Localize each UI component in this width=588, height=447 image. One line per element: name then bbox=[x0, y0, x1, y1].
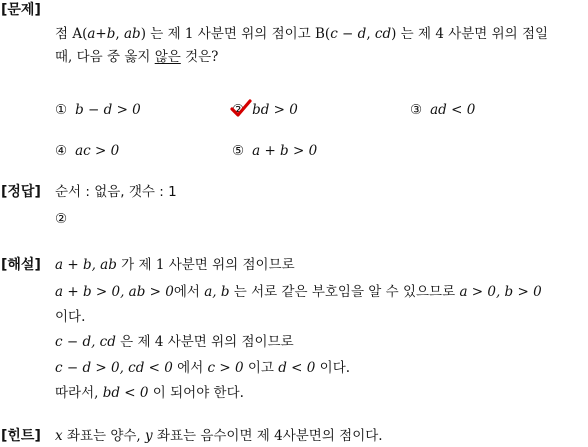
question-line-2 bbox=[55, 47, 218, 67]
math-expression: a > 0, b > 0 bbox=[459, 284, 542, 300]
option-number: ④ bbox=[55, 143, 68, 159]
math-expression: c − d > 0, cd < 0 bbox=[55, 360, 173, 376]
math-expression: a, b bbox=[204, 284, 230, 300]
explanation-text: 가 제 1 사분면 위의 점이므로 bbox=[116, 257, 295, 273]
math-var: b bbox=[106, 26, 116, 42]
explanation-text: 이다. bbox=[315, 360, 351, 376]
question-text: ) 는 제 4 사분면 위의 점일 bbox=[391, 26, 549, 42]
question-text: 점 A( bbox=[55, 26, 88, 42]
explanation-text: 은 제 4 사분면 위의 점이므로 bbox=[115, 334, 294, 350]
option-expression: bd > 0 bbox=[252, 102, 298, 118]
question-text: ) 는 제 1 사분면 위의 점이고 B( bbox=[140, 26, 331, 42]
math-sep: , bbox=[366, 26, 375, 42]
question-label: [문제] bbox=[1, 2, 41, 18]
explanation-text: 에서 bbox=[172, 360, 208, 376]
math-var: a bbox=[87, 26, 96, 42]
option-number: ⑤ bbox=[232, 143, 245, 159]
hint-text bbox=[55, 426, 383, 446]
answer-order-count: 순서 : 없음, 갯수 : 1 bbox=[55, 184, 177, 200]
math-expression: c − d, cd bbox=[55, 334, 116, 350]
option-expression: a + b > 0 bbox=[252, 143, 318, 159]
option-3[interactable] bbox=[410, 100, 475, 120]
answer-label: [정답] bbox=[1, 184, 41, 200]
option-number: ① bbox=[55, 102, 68, 118]
math-expression: a + b, ab bbox=[55, 257, 117, 273]
option-expression: b − d > 0 bbox=[75, 102, 141, 118]
answer-choice: ② bbox=[55, 211, 68, 227]
option-1[interactable] bbox=[55, 100, 141, 120]
explanation-label: [해설] bbox=[1, 257, 41, 273]
explanation-text: 이고 bbox=[243, 360, 279, 376]
math-var: d bbox=[357, 26, 367, 42]
option-5[interactable] bbox=[232, 141, 317, 161]
math-sep: , bbox=[115, 26, 124, 42]
math-expression: bd < 0 bbox=[102, 385, 149, 401]
math-op: + bbox=[95, 26, 107, 42]
hint-body: 좌표는 음수이면 제 4사분면의 점이다. bbox=[152, 428, 383, 444]
option-expression: ac > 0 bbox=[75, 143, 120, 159]
math-expression: d < 0 bbox=[278, 360, 316, 376]
math-var: cd bbox=[374, 26, 392, 42]
option-number: ② bbox=[232, 102, 245, 118]
explanation-text: 에서 bbox=[173, 284, 205, 300]
math-expression: a + b > 0, ab > 0 bbox=[55, 284, 174, 300]
math-op: − bbox=[337, 26, 358, 42]
option-number: ③ bbox=[410, 102, 423, 118]
explanation-line-4 bbox=[55, 332, 294, 352]
option-4[interactable] bbox=[55, 141, 119, 161]
math-var: y bbox=[145, 428, 153, 444]
explanation-text: 따라서, bbox=[55, 385, 103, 401]
explanation-line-6 bbox=[55, 383, 244, 403]
explanation-line-1 bbox=[55, 255, 295, 275]
explanation-line-3: 이다. bbox=[55, 309, 86, 325]
question-text: 때, 다음 중 옳지 bbox=[55, 49, 155, 65]
hint-body: 좌표는 양수, bbox=[62, 428, 145, 444]
explanation-line-5 bbox=[55, 358, 350, 378]
math-var: ab bbox=[123, 26, 141, 42]
explanation-line-2 bbox=[55, 282, 542, 302]
math-var: c bbox=[330, 26, 338, 42]
explanation-text: 이 되어야 한다. bbox=[148, 385, 244, 401]
math-expression: c > 0 bbox=[207, 360, 244, 376]
explanation-text: 는 서로 같은 부호임을 알 수 있으므로 bbox=[229, 284, 460, 300]
hint-label: [힌트] bbox=[1, 428, 41, 444]
underlined-word: 않은 bbox=[154, 49, 181, 65]
question-text: 것은? bbox=[180, 49, 219, 65]
question-line-1 bbox=[55, 24, 548, 44]
option-expression: ad < 0 bbox=[430, 102, 476, 118]
checkmark-icon bbox=[230, 98, 252, 118]
math-var: x bbox=[55, 428, 63, 444]
